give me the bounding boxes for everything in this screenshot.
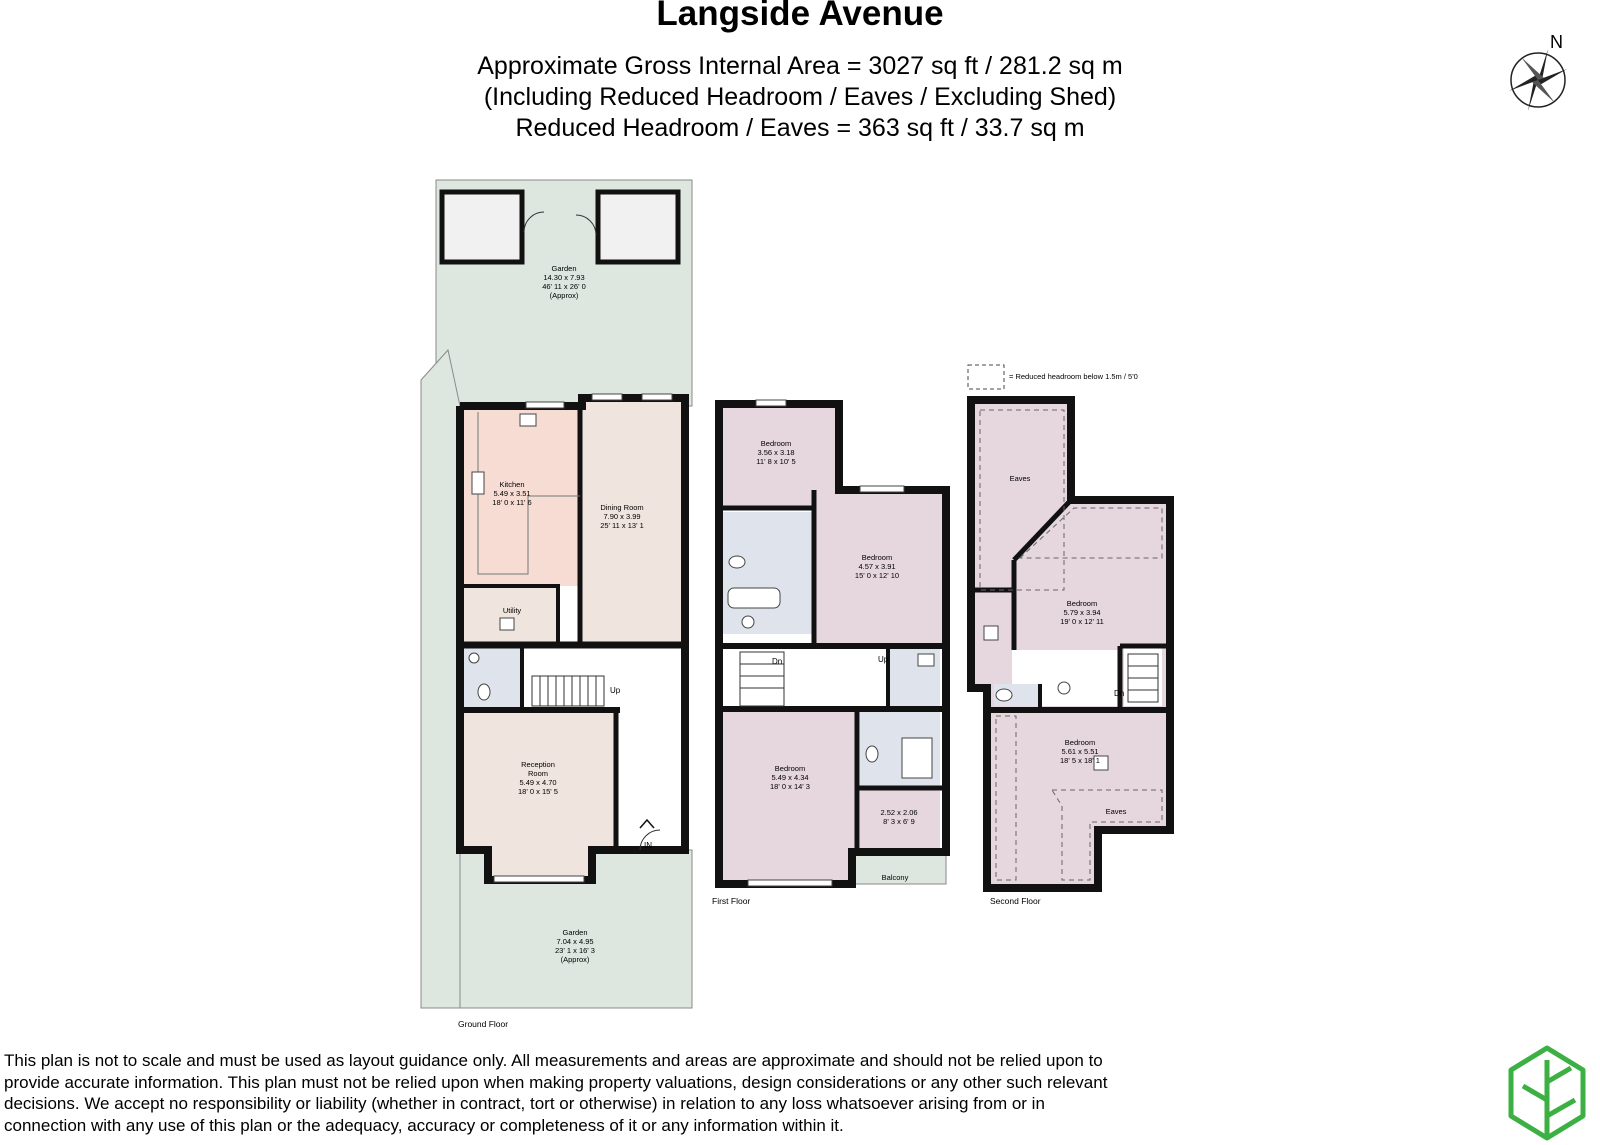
bathroom-area <box>723 512 813 634</box>
first-floor-stairs-down-label: Dn <box>772 657 783 666</box>
first-floor-stairs-up-label: Up <box>878 655 889 664</box>
disclaimer-line: provide accurate information. This plan must not be relied upon when making property valuations, design considerations or any other such relevant <box>4 1072 1108 1092</box>
disclaimer-line: connection with any use of this plan or the adequacy, accuracy or completeness of it or any information within it. <box>4 1115 844 1135</box>
garden-top-metric: 14.30 x 7.93 <box>543 273 585 282</box>
basin-icon <box>742 616 754 628</box>
stairs-up-label: Up <box>610 686 621 695</box>
second-floor-label: Second Floor <box>990 896 1041 906</box>
reception-name-2: Room <box>527 769 549 778</box>
window <box>592 394 622 400</box>
sf-bedroom-rear-metric: 5.79 x 3.94 <box>1063 608 1101 617</box>
second-floor-stairs-down-label: Dn <box>1114 689 1125 698</box>
window <box>756 400 786 406</box>
ff-bedroom-rear-metric: 3.56 x 3.18 <box>757 448 795 457</box>
window <box>642 394 672 400</box>
toilet-icon <box>866 746 878 762</box>
skylight-icon <box>984 626 998 640</box>
ff-bedroom-rear-name: Bedroom <box>760 439 792 448</box>
compass-north-label: N <box>1550 32 1563 52</box>
dining-name: Dining Room <box>600 503 644 512</box>
toilet-icon <box>996 689 1012 701</box>
ground-floor-label: Ground Floor <box>458 1019 509 1029</box>
second-floor-plan <box>968 365 1170 906</box>
ff-small-room-metric: 2.52 x 2.06 <box>880 808 918 817</box>
ff-bedroom-front-imperial: 18' 0 x 14' 3 <box>770 782 810 791</box>
disclaimer-line: decisions. We accept no responsibility or liability (whether in contract, tort or otherwise) in relation to any loss whatsoever arising from or in <box>4 1094 1045 1113</box>
garden-top-imperial: 46' 11 x 26' 0 <box>542 282 586 291</box>
basin-icon <box>469 653 479 663</box>
basin-icon <box>1058 682 1070 694</box>
balcony-label: Balcony <box>881 873 909 882</box>
sf-bedroom-front-imperial: 18' 5 x 18' 1 <box>1060 756 1100 765</box>
sf-eaves-top-label: Eaves <box>1009 474 1031 483</box>
disclaimer-text <box>4 1050 1204 1136</box>
reduced-headroom-area: Reduced Headroom / Eaves = 363 sq ft / 33.7 sq m <box>515 114 1085 142</box>
ff-bedroom-rear-imperial: 11' 8 x 10' 5 <box>756 457 796 466</box>
sf-bedroom-rear-name: Bedroom <box>1066 599 1098 608</box>
entrance-hall-area <box>615 712 685 850</box>
shed-right <box>598 192 678 262</box>
garden-top-note: (Approx) <box>549 291 579 300</box>
sf-bedroom-front-name: Bedroom <box>1064 738 1096 747</box>
basin-icon <box>918 654 934 666</box>
north-compass-icon <box>1509 32 1567 111</box>
utility-sink-icon <box>500 618 514 630</box>
side-passage-area <box>421 350 460 1008</box>
reception-imperial: 18' 0 x 15' 5 <box>518 787 558 796</box>
reception-metric: 5.49 x 4.70 <box>519 778 557 787</box>
bedroom-front-area <box>723 712 855 880</box>
reception-name: Reception <box>521 760 555 769</box>
first-floor-plan <box>712 400 946 906</box>
shower-tray-icon <box>902 738 932 778</box>
sf-eaves-bottom-label: Eaves <box>1105 807 1127 816</box>
dining-imperial: 25' 11 x 13' 1 <box>600 521 644 530</box>
entrance-label: IN <box>644 841 652 850</box>
garden-front-name: Garden <box>562 928 588 937</box>
toilet-icon <box>729 556 745 568</box>
sf-bedroom-front-metric: 5.61 x 5.51 <box>1061 747 1099 756</box>
kitchen-metric: 5.49 x 3.51 <box>493 489 531 498</box>
garden-front-imperial: 23' 1 x 16' 3 <box>555 946 595 955</box>
gross-area-text: Approximate Gross Internal Area = 3027 sq ft / 281.2 sq m <box>477 52 1123 80</box>
garden-front-note: (Approx) <box>560 955 590 964</box>
first-floor-label: First Floor <box>712 896 751 906</box>
ff-bedroom-front-name: Bedroom <box>774 764 806 773</box>
window <box>748 880 832 886</box>
disclaimer-line: This plan is not to scale and must be used as layout guidance only. All measurements and areas are approximate and should not be relied upon to <box>4 1051 1103 1070</box>
bay-window <box>494 876 584 882</box>
garden-top-name: Garden <box>551 264 577 273</box>
hob-icon <box>472 472 484 494</box>
garden-front-metric: 7.04 x 4.95 <box>556 937 594 946</box>
toilet-icon <box>478 684 490 700</box>
reduced-headroom-legend-swatch <box>968 365 1004 389</box>
utility-name: Utility <box>502 606 522 615</box>
brand-logo-icon <box>1511 1048 1583 1138</box>
plan-title: Langside Avenue <box>656 0 944 33</box>
ff-bedroom-middle-metric: 4.57 x 3.91 <box>858 562 896 571</box>
window <box>860 486 904 492</box>
ground-floor-plan <box>421 180 692 1029</box>
kitchen-name: Kitchen <box>499 480 525 489</box>
reduced-headroom-legend-text: = Reduced headroom below 1.5m / 5'0 <box>1009 372 1138 381</box>
ff-small-room-imperial: 8' 3 x 6' 9 <box>883 817 915 826</box>
bathtub-icon <box>728 588 780 608</box>
ff-bedroom-front-metric: 5.49 x 4.34 <box>771 773 809 782</box>
window <box>526 402 564 408</box>
kitchen-sink-icon <box>520 414 536 426</box>
kitchen-imperial: 18' 0 x 11' 6 <box>492 498 532 507</box>
area-inclusion-note: (Including Reduced Headroom / Eaves / Excluding Shed) <box>483 83 1117 111</box>
shed-left <box>442 192 522 262</box>
ff-bedroom-middle-name: Bedroom <box>861 553 893 562</box>
ff-bedroom-middle-imperial: 15' 0 x 12' 10 <box>854 571 900 580</box>
dining-metric: 7.90 x 3.99 <box>603 512 641 521</box>
sf-bedroom-rear-imperial: 19' 0 x 12' 11 <box>1060 617 1104 626</box>
